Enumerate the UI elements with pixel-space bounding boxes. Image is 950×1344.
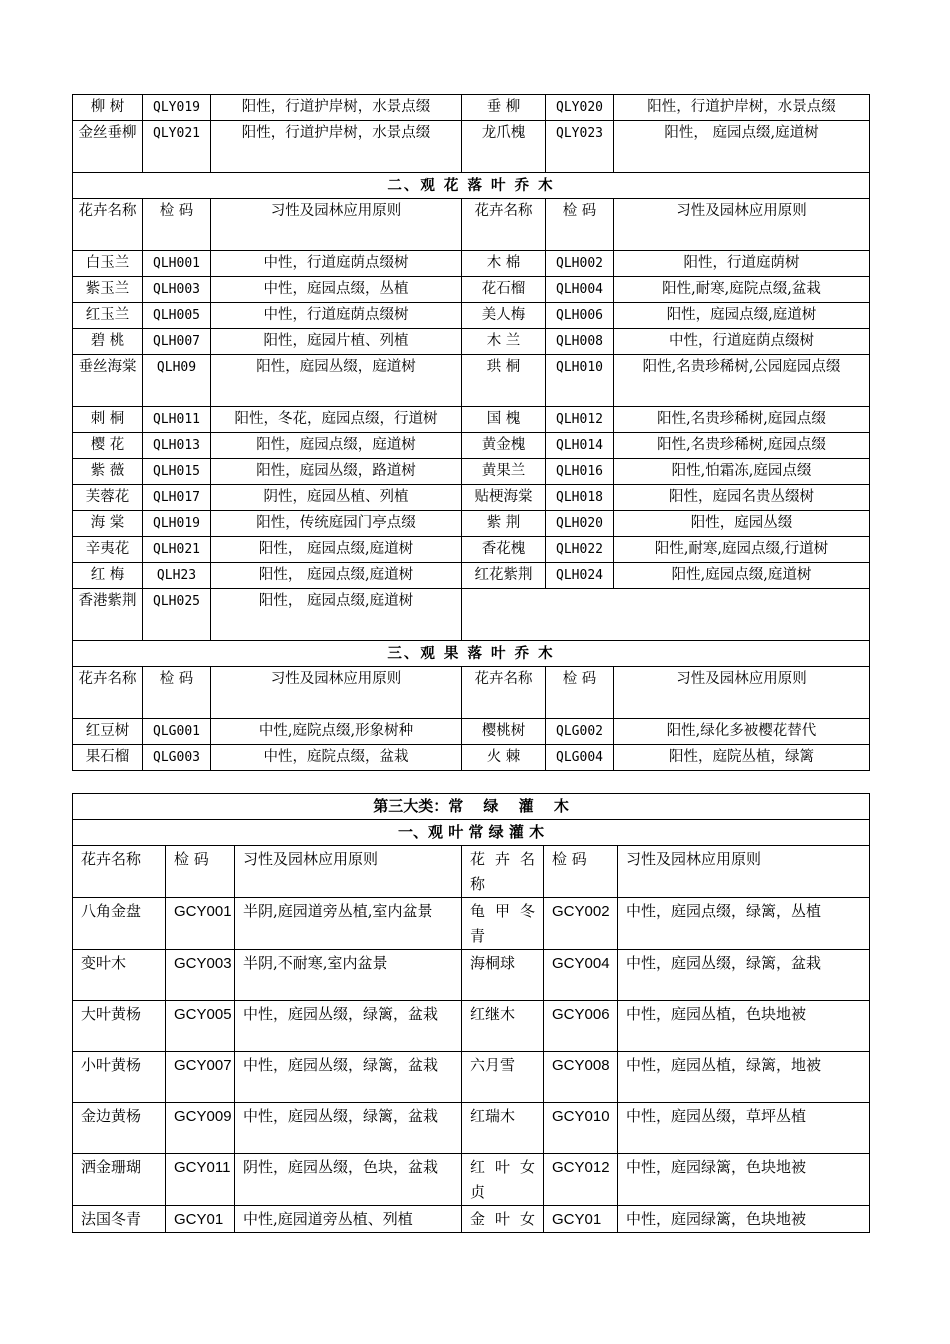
plant-code: QLH017 bbox=[143, 485, 211, 511]
header-row bbox=[73, 199, 870, 251]
table-row bbox=[73, 511, 870, 537]
plant-name: 美人梅 bbox=[462, 303, 546, 329]
plant-code: GCY005 bbox=[166, 1001, 235, 1052]
plant-code: GCY009 bbox=[166, 1103, 235, 1154]
plant-code: QLH013 bbox=[143, 433, 211, 459]
plant-habit: 阳性，行道护岸树，水景点缀 bbox=[211, 121, 462, 173]
plant-habit: 半阴,庭园道旁丛植,室内盆景 bbox=[235, 898, 462, 950]
table-row bbox=[73, 121, 870, 173]
plant-code: QLH008 bbox=[546, 329, 614, 355]
plant-habit: 中性，庭园点缀，丛植 bbox=[211, 277, 462, 303]
plant-name: 黄金槐 bbox=[462, 433, 546, 459]
plant-name: 柳 树 bbox=[73, 95, 143, 121]
column-header: 检 码 bbox=[143, 667, 211, 719]
column-header: 花卉名称 bbox=[462, 667, 546, 719]
plant-habit: 阳性，庭园点缀,庭道树 bbox=[614, 303, 870, 329]
plant-code: QLY023 bbox=[546, 121, 614, 173]
plant-name: 芙蓉花 bbox=[73, 485, 143, 511]
empty-cell bbox=[462, 589, 870, 641]
plant-code: QLH004 bbox=[546, 277, 614, 303]
plant-habit: 中性，庭园丛缀，绿篱，盆栽 bbox=[235, 1103, 462, 1154]
column-header: 检 码 bbox=[143, 199, 211, 251]
column-header: 检 码 bbox=[546, 199, 614, 251]
plant-name: 金丝垂柳 bbox=[73, 121, 143, 173]
column-header: 习性及园林应用原则 bbox=[211, 199, 462, 251]
table-row bbox=[73, 589, 870, 641]
table-row bbox=[73, 537, 870, 563]
plant-habit: 阳性，庭园丛缀 bbox=[614, 511, 870, 537]
plant-name: 香花槐 bbox=[462, 537, 546, 563]
table-evergreen-shrubs bbox=[72, 793, 870, 1233]
plant-name: 白玉兰 bbox=[73, 251, 143, 277]
plant-habit: 阳性，庭园名贵丛缀树 bbox=[614, 485, 870, 511]
plant-code: QLH014 bbox=[546, 433, 614, 459]
plant-code: GCY008 bbox=[544, 1052, 618, 1103]
plant-code: QLH018 bbox=[546, 485, 614, 511]
plant-name: 垂 柳 bbox=[462, 95, 546, 121]
plant-habit: 阳性，行道庭荫树 bbox=[614, 251, 870, 277]
plant-habit: 中性，庭院点缀，盆栽 bbox=[211, 745, 462, 771]
plant-name: 珙 桐 bbox=[462, 355, 546, 407]
plant-habit: 中性，庭园绿篱，色块地被 bbox=[618, 1154, 870, 1206]
plant-habit: 阳性， 庭园点缀,庭道树 bbox=[614, 121, 870, 173]
plant-habit: 阳性,绿化多被樱花替代 bbox=[614, 719, 870, 745]
plant-code: QLH025 bbox=[143, 589, 211, 641]
plant-code: QLH015 bbox=[143, 459, 211, 485]
table-row bbox=[73, 251, 870, 277]
plant-habit: 阳性， 庭园点缀,庭道树 bbox=[211, 537, 462, 563]
plant-code: QLH23 bbox=[143, 563, 211, 589]
table-row bbox=[73, 277, 870, 303]
table-row bbox=[73, 95, 870, 121]
plant-habit: 阳性，行道护岸树，水景点缀 bbox=[211, 95, 462, 121]
plant-habit: 阳性，庭园点缀，庭道树 bbox=[211, 433, 462, 459]
plant-code: GCY011 bbox=[166, 1154, 235, 1206]
plant-habit: 阴性，庭园丛缀，色块，盆栽 bbox=[235, 1154, 462, 1206]
plant-code: QLY021 bbox=[143, 121, 211, 173]
plant-code: GCY002 bbox=[544, 898, 618, 950]
plant-name: 六月雪 bbox=[462, 1052, 544, 1103]
plant-code: GCY007 bbox=[166, 1052, 235, 1103]
table-row bbox=[73, 719, 870, 745]
plant-name: 金边黄杨 bbox=[73, 1103, 166, 1154]
plant-name: 龟 甲 冬青 bbox=[462, 898, 544, 950]
section-title-fruiting-row bbox=[73, 641, 870, 667]
plant-name: 海桐球 bbox=[462, 950, 544, 1001]
plant-habit: 阳性，传统庭园门亭点缀 bbox=[211, 511, 462, 537]
plant-code: QLH006 bbox=[546, 303, 614, 329]
plant-name: 果石榴 bbox=[73, 745, 143, 771]
plant-habit: 阳性,庭园点缀,庭道树 bbox=[614, 563, 870, 589]
plant-code: QLH020 bbox=[546, 511, 614, 537]
column-header: 习性及园林应用原则 bbox=[614, 199, 870, 251]
plant-habit: 阳性,名贵珍稀树,庭园点缀 bbox=[614, 433, 870, 459]
plant-habit: 阳性， 庭园点缀,庭道树 bbox=[211, 563, 462, 589]
column-header: 习性及园林应用原则 bbox=[211, 667, 462, 719]
plant-name: 红 梅 bbox=[73, 563, 143, 589]
table-row bbox=[73, 355, 870, 407]
plant-code: QLG003 bbox=[143, 745, 211, 771]
plant-name: 红继木 bbox=[462, 1001, 544, 1052]
plant-code: QLH001 bbox=[143, 251, 211, 277]
plant-habit: 中性，庭园绿篱，色块地被 bbox=[618, 1206, 870, 1233]
header-row bbox=[73, 667, 870, 719]
table-deciduous-trees bbox=[72, 94, 870, 771]
plant-habit: 阳性， 庭园点缀,庭道树 bbox=[211, 589, 462, 641]
plant-code: QLG002 bbox=[546, 719, 614, 745]
plant-name: 红玉兰 bbox=[73, 303, 143, 329]
plant-habit: 中性，庭园丛植，绿篱，地被 bbox=[618, 1052, 870, 1103]
category-title: 第三大类：常 绿 灌 木 bbox=[73, 794, 870, 820]
plant-habit: 中性，庭园丛植，色块地被 bbox=[618, 1001, 870, 1052]
plant-habit: 阳性，庭园丛缀，庭道树 bbox=[211, 355, 462, 407]
table-row bbox=[73, 329, 870, 355]
section-title-foliage: 一、观 叶 常 绿 灌 木 bbox=[73, 820, 870, 846]
plant-code: GCY01 bbox=[544, 1206, 618, 1233]
plant-habit: 阴性，庭园丛植、列植 bbox=[211, 485, 462, 511]
plant-code: GCY012 bbox=[544, 1154, 618, 1206]
plant-name: 花石榴 bbox=[462, 277, 546, 303]
plant-habit: 中性,庭院点缀,形象树种 bbox=[211, 719, 462, 745]
plant-code: QLH010 bbox=[546, 355, 614, 407]
plant-code: QLH005 bbox=[143, 303, 211, 329]
plant-code: QLH016 bbox=[546, 459, 614, 485]
plant-name: 变叶木 bbox=[73, 950, 166, 1001]
plant-habit: 中性，庭园点缀，绿篱，丛植 bbox=[618, 898, 870, 950]
plant-name: 红花紫荆 bbox=[462, 563, 546, 589]
column-header: 检 码 bbox=[166, 846, 235, 898]
plant-name: 碧 桃 bbox=[73, 329, 143, 355]
section-title-foliage-row bbox=[73, 820, 870, 846]
plant-habit: 阳性，庭院丛植，绿篱 bbox=[614, 745, 870, 771]
plant-habit: 阳性,怕霜冻,庭园点缀 bbox=[614, 459, 870, 485]
table-row bbox=[73, 898, 870, 950]
table-row bbox=[73, 1103, 870, 1154]
plant-name: 辛夷花 bbox=[73, 537, 143, 563]
table-row bbox=[73, 459, 870, 485]
plant-habit: 中性，庭园丛缀，绿篱，盆栽 bbox=[618, 950, 870, 1001]
plant-habit: 阳性,耐寒,庭园点缀,行道树 bbox=[614, 537, 870, 563]
plant-name: 国 槐 bbox=[462, 407, 546, 433]
plant-code: QLH007 bbox=[143, 329, 211, 355]
plant-habit: 中性，庭园丛缀，草坪丛植 bbox=[618, 1103, 870, 1154]
plant-code: QLH024 bbox=[546, 563, 614, 589]
plant-name: 樱 花 bbox=[73, 433, 143, 459]
plant-habit: 阳性,名贵珍稀树,庭园点缀 bbox=[614, 407, 870, 433]
plant-name: 黄果兰 bbox=[462, 459, 546, 485]
plant-code: QLH011 bbox=[143, 407, 211, 433]
plant-name: 红瑞木 bbox=[462, 1103, 544, 1154]
plant-habit: 中性，行道庭荫点缀树 bbox=[614, 329, 870, 355]
plant-habit: 阳性，庭园片植、列植 bbox=[211, 329, 462, 355]
plant-habit: 中性,庭园道旁丛植、列植 bbox=[235, 1206, 462, 1233]
plant-code: GCY006 bbox=[544, 1001, 618, 1052]
plant-name: 红 叶 女贞 bbox=[462, 1154, 544, 1206]
plant-name: 贴梗海棠 bbox=[462, 485, 546, 511]
plant-code: QLG001 bbox=[143, 719, 211, 745]
plant-name: 金 叶 女 bbox=[462, 1206, 544, 1233]
plant-code: QLH002 bbox=[546, 251, 614, 277]
plant-name: 火 棘 bbox=[462, 745, 546, 771]
column-header: 检 码 bbox=[546, 667, 614, 719]
plant-code: QLG004 bbox=[546, 745, 614, 771]
plant-name: 大叶黄杨 bbox=[73, 1001, 166, 1052]
column-header: 花卉名称 bbox=[73, 199, 143, 251]
plant-habit: 阳性，庭园丛缀，路道树 bbox=[211, 459, 462, 485]
column-header: 花卉名称 bbox=[462, 199, 546, 251]
plant-name: 小叶黄杨 bbox=[73, 1052, 166, 1103]
plant-code: QLY020 bbox=[546, 95, 614, 121]
plant-habit: 阳性，行道护岸树，水景点缀 bbox=[614, 95, 870, 121]
plant-habit: 阳性,耐寒,庭院点缀,盆栽 bbox=[614, 277, 870, 303]
header-row bbox=[73, 846, 870, 898]
table-row bbox=[73, 407, 870, 433]
plant-name: 八角金盘 bbox=[73, 898, 166, 950]
table-row bbox=[73, 1052, 870, 1103]
table-row bbox=[73, 950, 870, 1001]
plant-code: GCY01 bbox=[166, 1206, 235, 1233]
plant-habit: 中性，行道庭荫点缀树 bbox=[211, 303, 462, 329]
plant-name: 紫玉兰 bbox=[73, 277, 143, 303]
section-title-flowering: 二、观 花 落 叶 乔 木 bbox=[73, 173, 870, 199]
category-title-row bbox=[73, 794, 870, 820]
plant-name: 香港紫荆 bbox=[73, 589, 143, 641]
column-header: 习性及园林应用原则 bbox=[618, 846, 870, 898]
column-header: 习性及园林应用原则 bbox=[614, 667, 870, 719]
table-row bbox=[73, 433, 870, 459]
plant-code: GCY004 bbox=[544, 950, 618, 1001]
plant-code: QLH021 bbox=[143, 537, 211, 563]
plant-code: QLH019 bbox=[143, 511, 211, 537]
section-title-flowering-row bbox=[73, 173, 870, 199]
plant-name: 龙爪槐 bbox=[462, 121, 546, 173]
column-header: 花 卉 名称 bbox=[462, 846, 544, 898]
table-row bbox=[73, 563, 870, 589]
plant-code: QLH022 bbox=[546, 537, 614, 563]
plant-code: QLH09 bbox=[143, 355, 211, 407]
table-row bbox=[73, 303, 870, 329]
table-row bbox=[73, 1154, 870, 1206]
table-row bbox=[73, 485, 870, 511]
plant-name: 法国冬青 bbox=[73, 1206, 166, 1233]
plant-code: QLH003 bbox=[143, 277, 211, 303]
table-row bbox=[73, 745, 870, 771]
section-title-fruiting: 三、观 果 落 叶 乔 木 bbox=[73, 641, 870, 667]
plant-name: 刺 桐 bbox=[73, 407, 143, 433]
plant-name: 红豆树 bbox=[73, 719, 143, 745]
plant-code: QLH012 bbox=[546, 407, 614, 433]
column-header: 习性及园林应用原则 bbox=[235, 846, 462, 898]
plant-code: GCY010 bbox=[544, 1103, 618, 1154]
plant-habit: 半阴,不耐寒,室内盆景 bbox=[235, 950, 462, 1001]
column-header: 花卉名称 bbox=[73, 667, 143, 719]
plant-name: 紫 荆 bbox=[462, 511, 546, 537]
plant-habit: 阳性，冬花，庭园点缀，行道树 bbox=[211, 407, 462, 433]
plant-habit: 中性，行道庭荫点缀树 bbox=[211, 251, 462, 277]
plant-name: 垂丝海棠 bbox=[73, 355, 143, 407]
plant-name: 樱桃树 bbox=[462, 719, 546, 745]
plant-code: QLY019 bbox=[143, 95, 211, 121]
table-row bbox=[73, 1001, 870, 1052]
plant-name: 木 棉 bbox=[462, 251, 546, 277]
plant-name: 紫 薇 bbox=[73, 459, 143, 485]
plant-code: GCY003 bbox=[166, 950, 235, 1001]
plant-habit: 中性，庭园丛缀，绿篱，盆栽 bbox=[235, 1001, 462, 1052]
column-header: 检 码 bbox=[544, 846, 618, 898]
plant-habit: 中性，庭园丛缀，绿篱，盆栽 bbox=[235, 1052, 462, 1103]
plant-habit: 阳性,名贵珍稀树,公园庭园点缀 bbox=[614, 355, 870, 407]
column-header: 花卉名称 bbox=[73, 846, 166, 898]
table-row bbox=[73, 1206, 870, 1233]
plant-name: 洒金珊瑚 bbox=[73, 1154, 166, 1206]
plant-name: 海 棠 bbox=[73, 511, 143, 537]
plant-name: 木 兰 bbox=[462, 329, 546, 355]
plant-code: GCY001 bbox=[166, 898, 235, 950]
